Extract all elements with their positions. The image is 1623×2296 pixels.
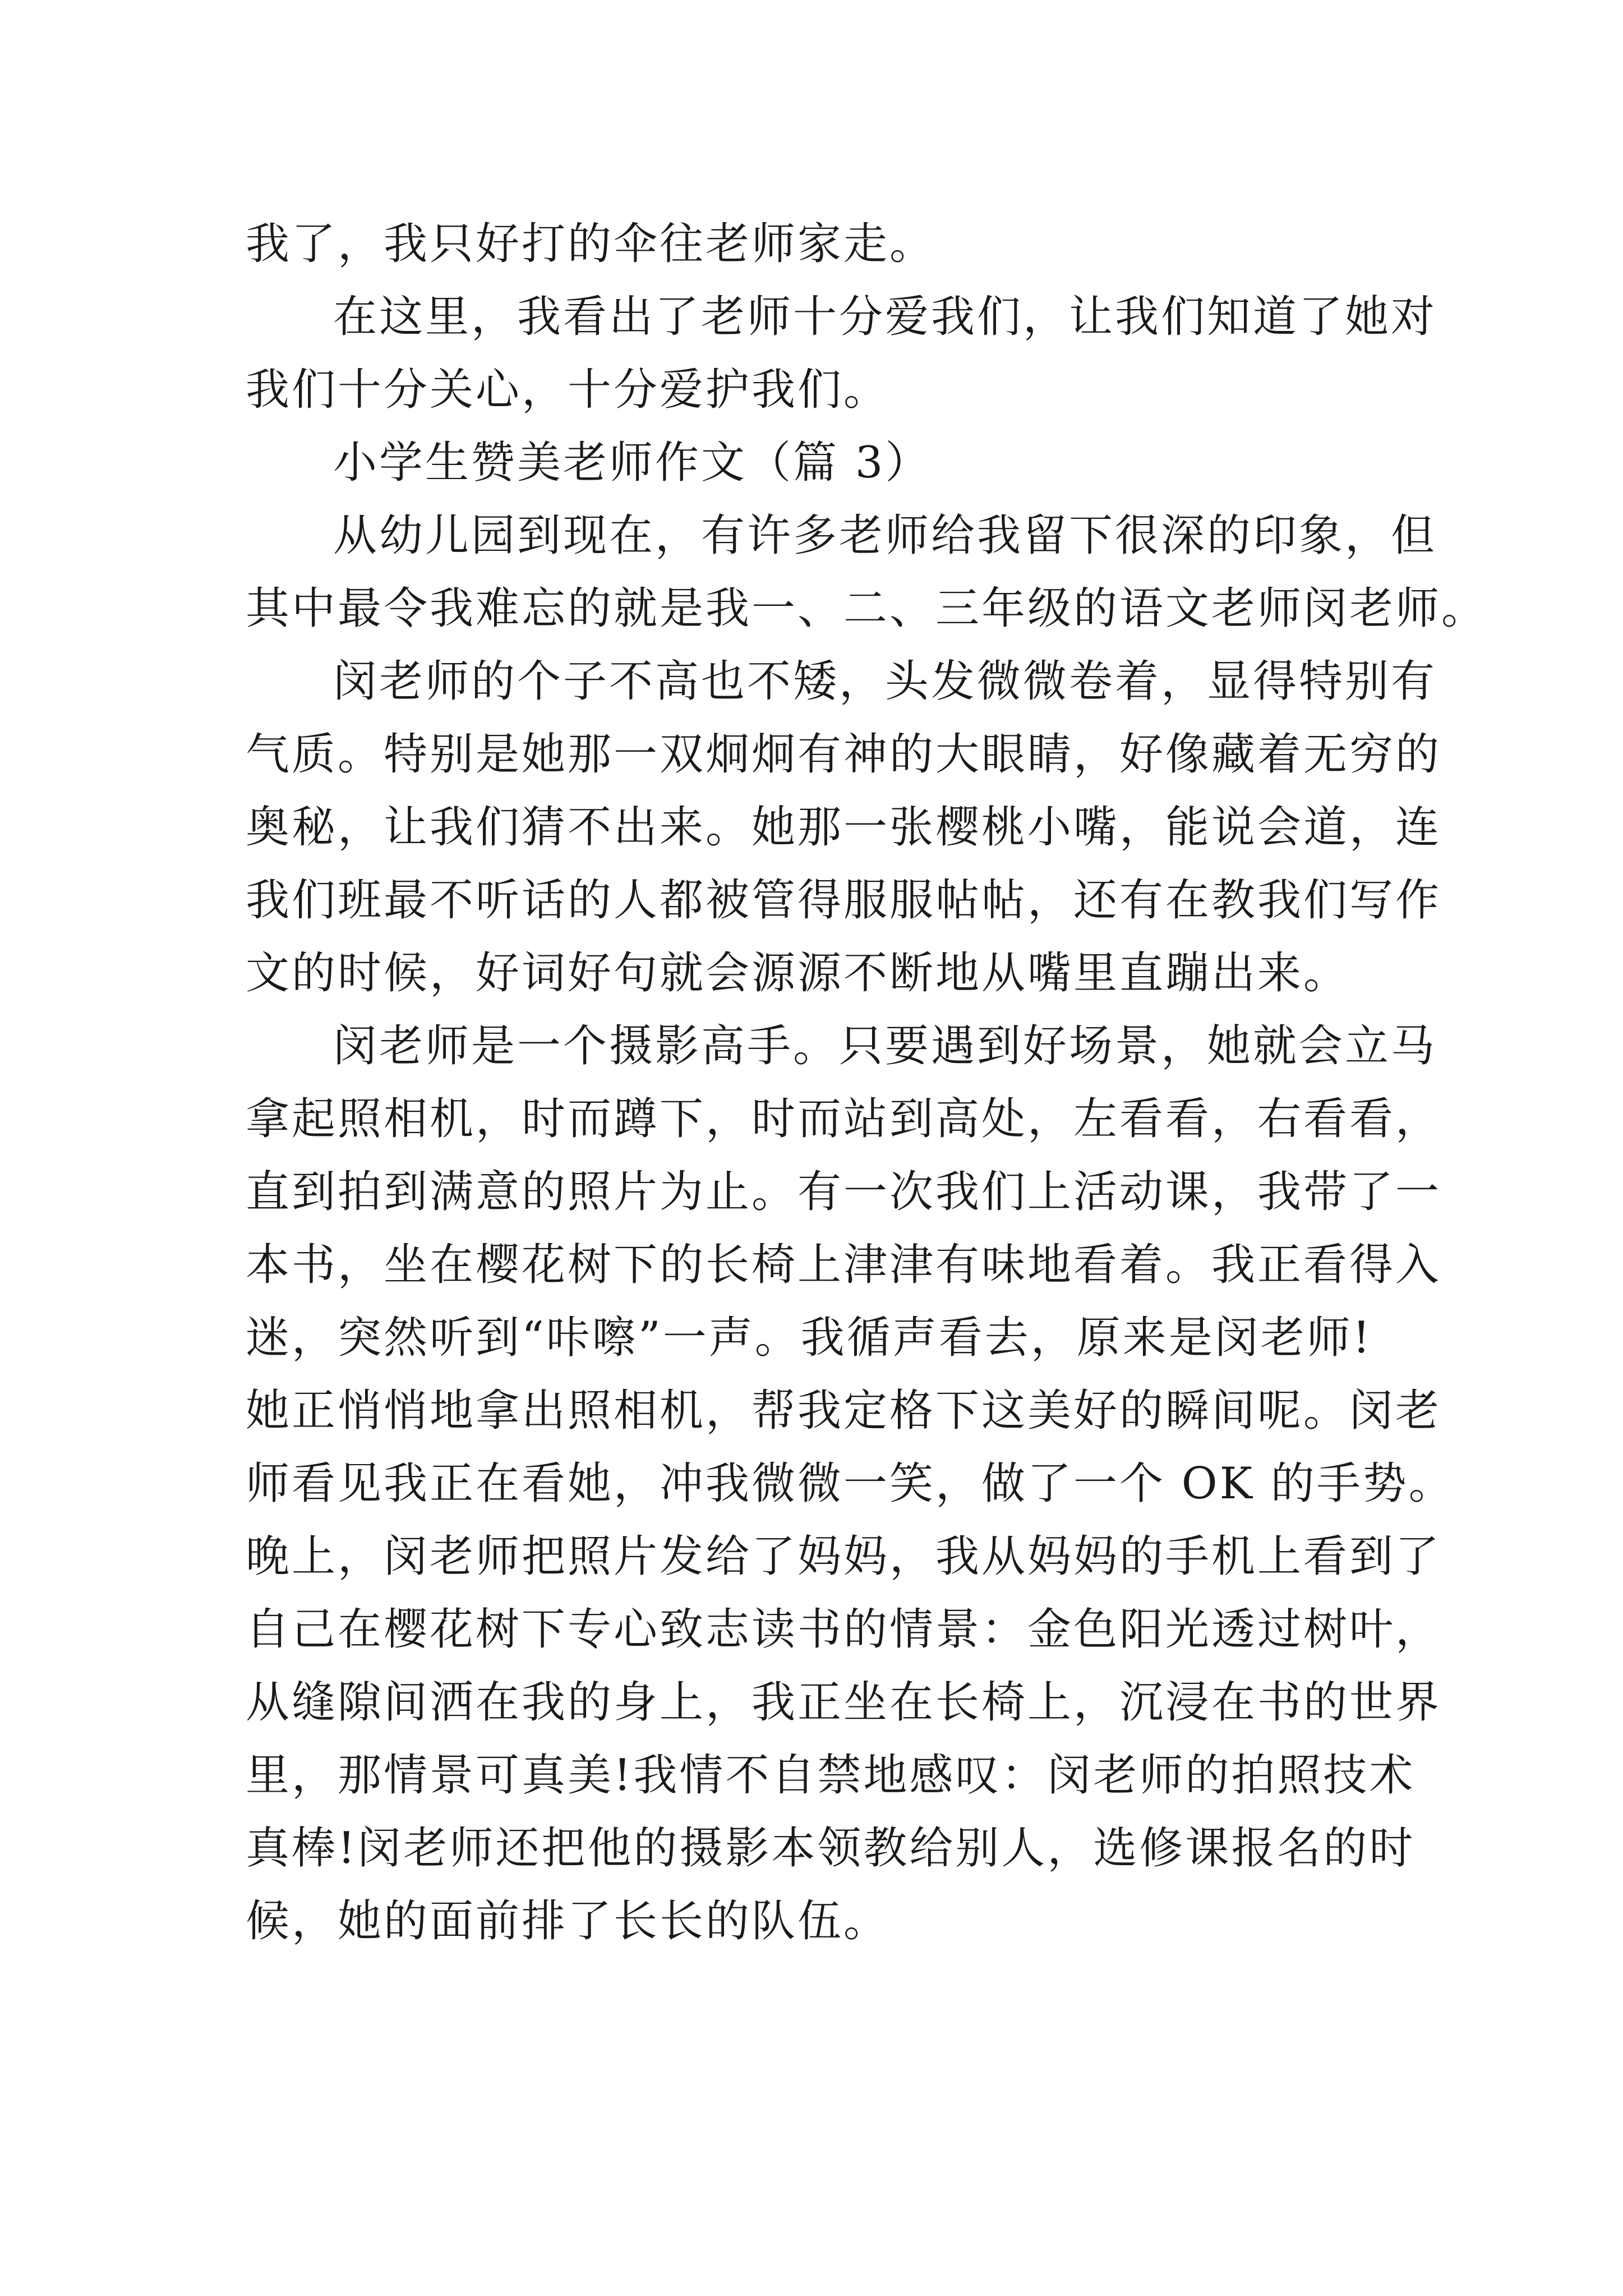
text-line: 晚上，闵老师把照片发给了妈妈，我从妈妈的手机上看到了: [246, 1531, 1442, 1582]
text-line: 从缝隙间洒在我的身上，我正坐在长椅上，沉浸在书的世界: [246, 1677, 1442, 1728]
text-line: 我了，我只好打的伞往老师家走。: [246, 219, 936, 269]
text-line: 我们班最不听话的人都被管得服服帖帖，还有在教我们写作: [246, 875, 1442, 926]
text-line: 闵老师的个子不高也不矮，头发微微卷着，显得特别有: [333, 656, 1437, 707]
section-heading: 小学生赞美老师作文（篇 3）: [333, 438, 932, 488]
text-line: 文的时候，好词好句就会源源不断地从嘴里直蹦出来。: [246, 948, 1350, 999]
text-line: 闵老师是一个摄影高手。只要遇到好场景，她就会立马: [333, 1021, 1437, 1071]
text-line: 真棒!闵老师还把他的摄影本领教给别人，选修课报名的时: [246, 1823, 1415, 1874]
text-line: 里，那情景可真美!我情不自禁地感叹：闵老师的拍照技术: [246, 1750, 1415, 1801]
text-line: 其中最令我难忘的就是我一、二、三年级的语文老师闵老师。: [246, 583, 1488, 634]
text-line: 拿起照相机，时而蹲下，时而站到高处，左看看，右看看，: [246, 1094, 1442, 1144]
text-line: 从幼儿园到现在，有许多老师给我留下很深的印象，但: [333, 510, 1437, 561]
text-line: 自己在樱花树下专心致志读书的情景：金色阳光透过树叶，: [246, 1604, 1442, 1655]
text-line: 气质。特别是她那一双炯炯有神的大眼睛，好像藏着无穷的: [246, 729, 1442, 780]
text-line: 她正悄悄地拿出照相机，帮我定格下这美好的瞬间呢。闵老: [246, 1386, 1442, 1436]
text-line: 师看见我正在看她，冲我微微一笑，做了一个 OK 的手势。: [246, 1458, 1455, 1509]
text-line: 在这里，我看出了老师十分爱我们，让我们知道了她对: [333, 292, 1437, 342]
text-line: 迷，突然听到“咔嚓”一声。我循声看去，原来是闵老师!: [246, 1313, 1373, 1363]
text-line: 奥秘，让我们猜不出来。她那一张樱桃小嘴，能说会道，连: [246, 802, 1442, 853]
text-line: 候，她的面前排了长长的队伍。: [246, 1896, 890, 1947]
text-line: 本书，坐在樱花树下的长椅上津津有味地看着。我正看得入: [246, 1240, 1442, 1290]
text-line: 我们十分关心，十分爱护我们。: [246, 365, 890, 415]
document-body: [246, 208, 1488, 1958]
text-line: 直到拍到满意的照片为止。有一次我们上活动课，我带了一: [246, 1167, 1442, 1217]
